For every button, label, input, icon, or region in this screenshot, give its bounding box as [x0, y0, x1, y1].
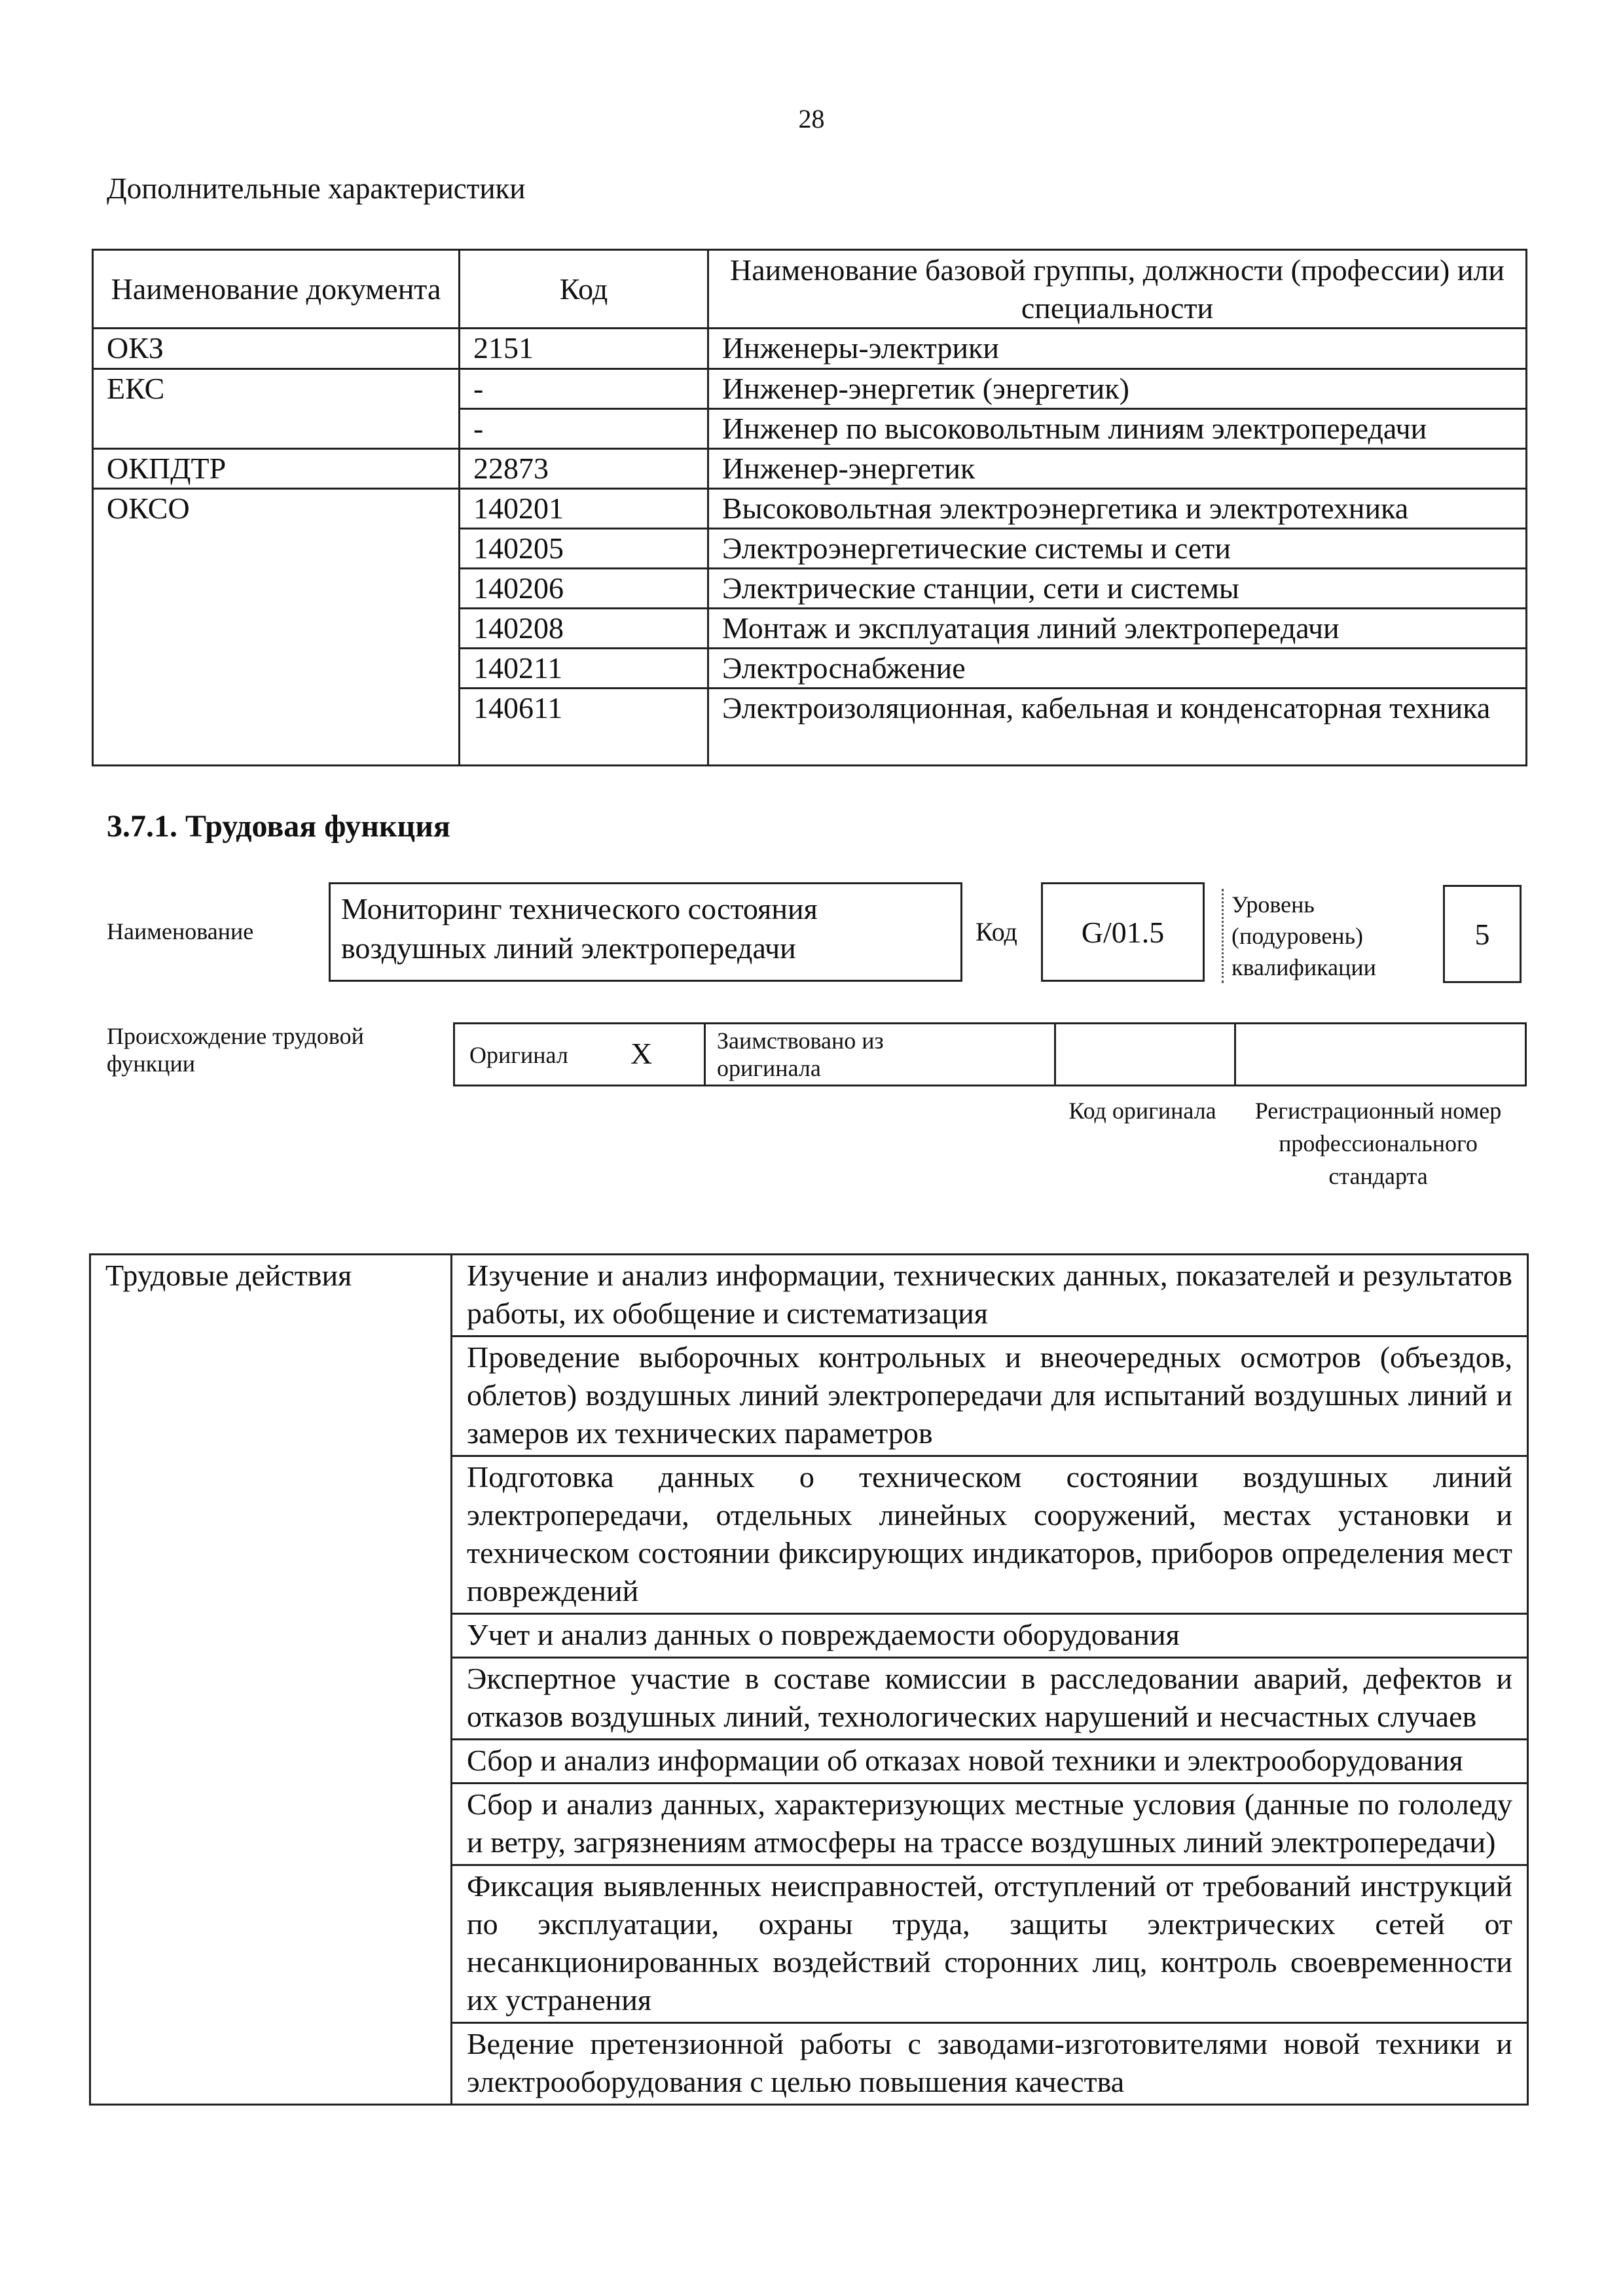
name-label: Наименование: [107, 918, 254, 944]
table-row: [93, 529, 1527, 569]
table-row: [93, 449, 1527, 489]
doc-cell: ОКЗ: [93, 329, 460, 369]
table-row: [93, 409, 1527, 449]
code-cell: 140611: [460, 689, 708, 766]
doc-cell: [93, 569, 460, 609]
header-code: Код: [460, 250, 708, 329]
doc-cell: [93, 689, 460, 766]
action-item: Изучение и анализ информации, технических данных, показателей и результатов работы, их обобщение и систематизация: [452, 1255, 1528, 1336]
action-item: Сбор и анализ данных, характеризующих местные условия (данные по гололеду и ветру, загрязнениям атмосферы на трассе воздушных линий электропередачи): [452, 1784, 1528, 1865]
code-label: Код: [976, 917, 1017, 946]
table-row: [93, 569, 1527, 609]
table-row: [93, 489, 1527, 529]
doc-cell: [93, 529, 460, 569]
doc-cell: ОКПДТР: [93, 449, 460, 489]
code-original-caption: Код оригинала: [1068, 1098, 1216, 1124]
name-cell: Монтаж и эксплуатация линий электропередачи: [708, 609, 1527, 649]
qualification-level: 5: [1443, 885, 1522, 983]
code-cell: 2151: [460, 329, 708, 369]
code-cell: 22873: [460, 449, 708, 489]
name-cell: Высоковольтная электроэнергетика и электротехника: [708, 489, 1527, 529]
name-cell: Электроэнергетические системы и сети: [708, 529, 1527, 569]
name-cell: Электрические станции, сети и системы: [708, 569, 1527, 609]
section-heading: Дополнительные характеристики: [107, 172, 526, 205]
code-cell: -: [460, 409, 708, 449]
divider: [1054, 1024, 1056, 1086]
doc-cell: [93, 649, 460, 689]
name-cell: Электроизоляционная, кабельная и конденсаторная техника: [708, 689, 1527, 766]
table-row: [93, 369, 1527, 409]
original-mark: X: [630, 1037, 653, 1070]
header-group-name: Наименование базовой группы, должности (профессии) или специальности: [708, 250, 1527, 329]
code-cell: -: [460, 369, 708, 409]
doc-cell: [93, 409, 460, 449]
doc-cell: ОКСО: [93, 489, 460, 529]
doc-cell: ЕКС: [93, 369, 460, 409]
divider: [704, 1024, 706, 1086]
labor-function-name: Мониторинг технического состояния воздушных линий электропередачи: [329, 882, 962, 982]
name-cell: Электроснабжение: [708, 649, 1527, 689]
level-label: Уровень (подуровень) квалификации: [1222, 889, 1428, 983]
action-item: Сбор и анализ информации об отказах новой техники и электрооборудования: [452, 1740, 1528, 1784]
original-label: Оригинал: [469, 1042, 568, 1068]
name-cell: Инженеры-электрики: [708, 329, 1527, 369]
code-cell: 140208: [460, 609, 708, 649]
action-item: Учет и анализ данных о повреждаемости оборудования: [452, 1614, 1528, 1658]
labor-function-title: 3.7.1. Трудовая функция: [107, 809, 450, 844]
action-item: Фиксация выявленных неисправностей, отступлений от требований инструкций по эксплуатации, охраны труда, защиты электрических сетей от несанкционированных воздействий сторонних лиц, контроль своевременности их устранения: [452, 1865, 1528, 2023]
name-cell: Инженер-энергетик: [708, 449, 1527, 489]
action-item: Подготовка данных о техническом состоянии воздушных линий электропередачи, отдельных линейных сооружений, местах установки и техническом состоянии фиксирующих индикаторов, приборов определения мест повреждений: [452, 1456, 1528, 1614]
table-row: [93, 329, 1527, 369]
action-item: Ведение претензионной работы с заводами-изготовителями новой техники и электрооборудования с целью повышения качества: [452, 2023, 1528, 2105]
page-number: 28: [798, 104, 825, 134]
labor-actions-label: Трудовые действия: [90, 1255, 452, 2105]
code-cell: 140205: [460, 529, 708, 569]
name-cell: Инженер-энергетик (энергетик): [708, 369, 1527, 409]
code-cell: 140206: [460, 569, 708, 609]
origin-label: Происхождение трудовой функции: [107, 1023, 364, 1077]
borrowed-label: Заимствовано из оригинала: [717, 1028, 884, 1081]
labor-actions-table: [89, 1253, 1529, 2106]
code-cell: 140201: [460, 489, 708, 529]
code-cell: 140211: [460, 649, 708, 689]
action-item: Проведение выборочных контрольных и внеочередных осмотров (объездов, облетов) воздушных линий электропередачи для испытаний воздушных линий и замеров их технических параметров: [452, 1336, 1528, 1456]
table-row: [90, 1255, 1528, 1336]
table-row: [93, 609, 1527, 649]
origin-table: [453, 1022, 1527, 1086]
header-document: Наименование документа: [93, 250, 460, 329]
table-row: [93, 689, 1527, 766]
divider: [1234, 1024, 1236, 1086]
labor-function-code: G/01.5: [1041, 882, 1205, 982]
doc-cell: [93, 609, 460, 649]
characteristics-table: [92, 249, 1527, 766]
registration-number-caption: Регистрационный номер профессионального стандарта: [1254, 1098, 1502, 1189]
name-cell: Инженер по высоковольтным линиям электропередачи: [708, 409, 1527, 449]
table-row: [93, 649, 1527, 689]
action-item: Экспертное участие в составе комиссии в расследовании аварий, дефектов и отказов воздушных линий, технологических нарушений и несчастных случаев: [452, 1658, 1528, 1740]
